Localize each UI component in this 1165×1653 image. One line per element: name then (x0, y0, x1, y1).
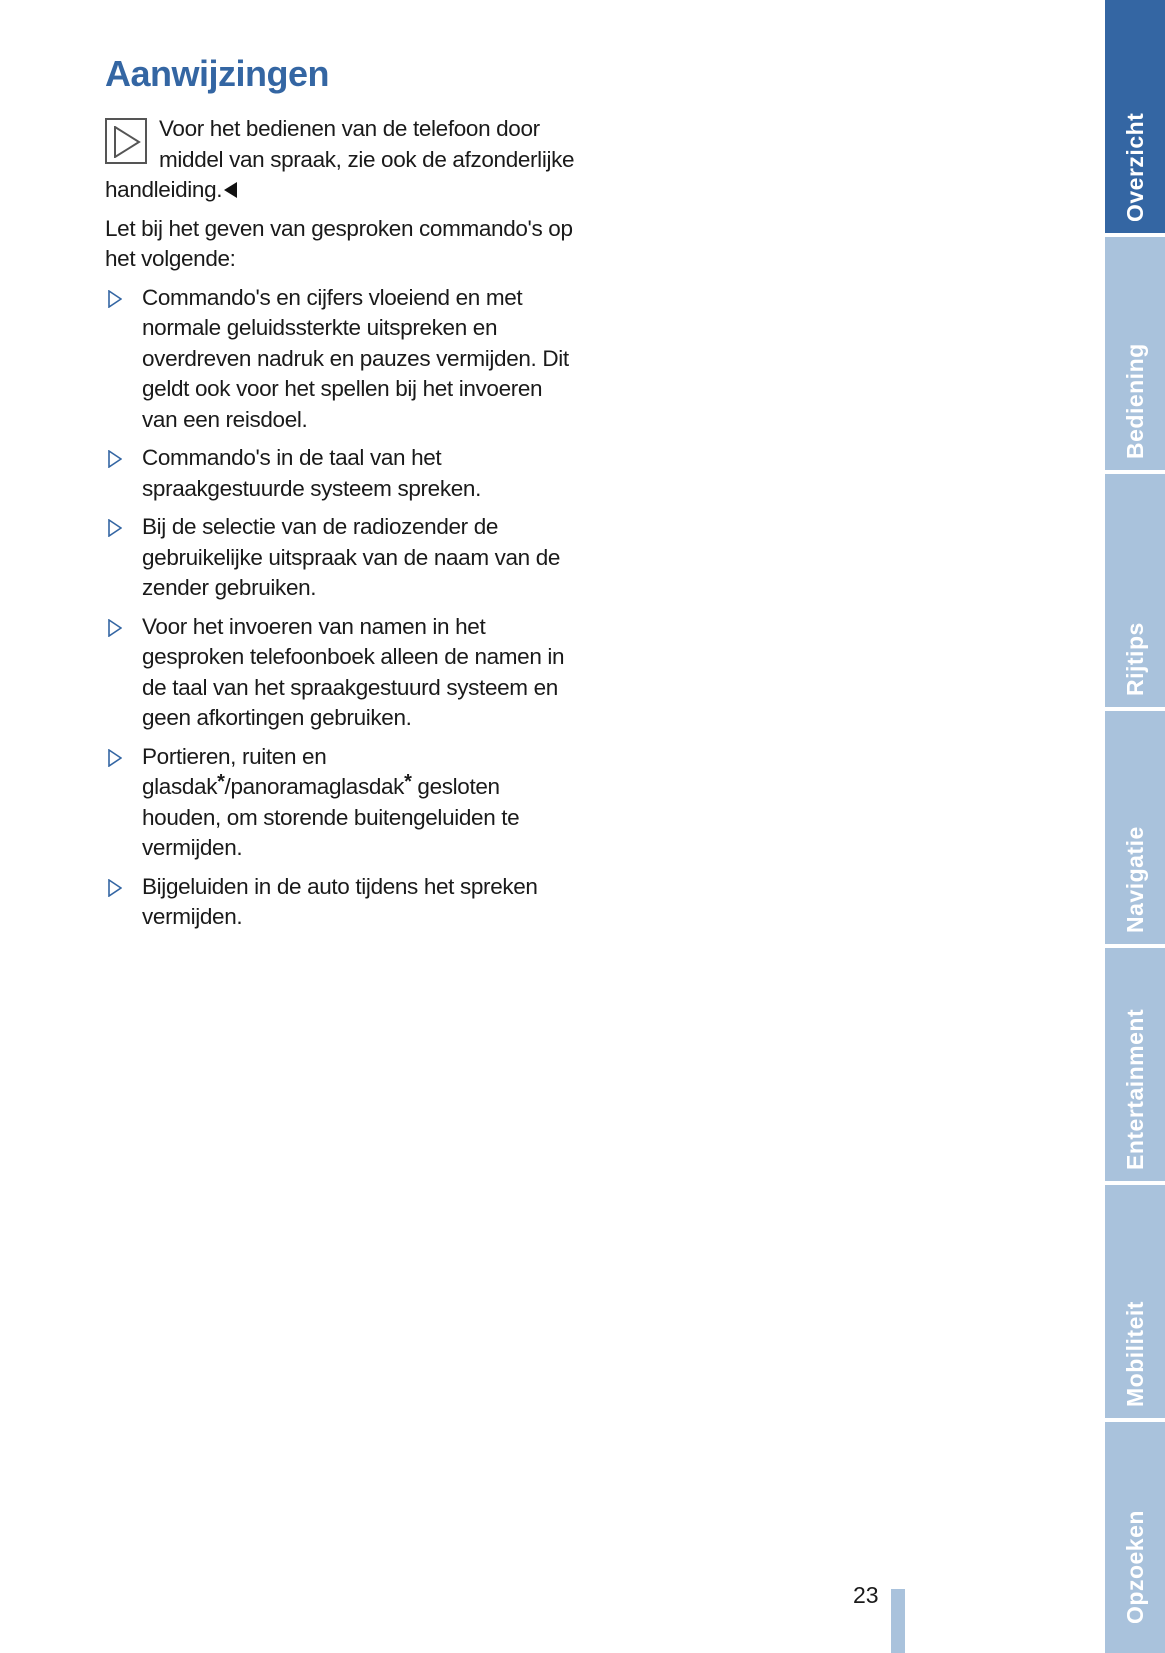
list-item (105, 443, 575, 504)
tab-overzicht[interactable] (1105, 0, 1165, 233)
list-item-text: gesloten houden, om storende buitengeluiden te vermijden. (142, 774, 520, 860)
list-item-text: Commando's en cijfers vloeiend en met normale geluidssterkte uitspreken en overdreven nadruk en pauzes vermijden. Dit geldt ook voor het spellen bij het invoeren van een reisdoel. (142, 284, 569, 432)
list-item-text: Bijgeluiden in de auto tijdens het spreken vermijden. (142, 873, 538, 929)
tab-label: Entertainment (1122, 1008, 1148, 1170)
list-item (105, 283, 575, 436)
list-item-text: Commando's in de taal van het spraakgestuurde systeem spreken. (142, 445, 481, 501)
tips-list (105, 283, 575, 933)
tab-label: Opzoeken (1122, 1510, 1148, 1624)
note-triangle-icon (105, 118, 147, 164)
tab-rijtips[interactable] (1105, 474, 1165, 707)
list-item-text: /panoramaglasdak (224, 774, 405, 799)
bullet-triangle-icon (108, 749, 122, 767)
bullet-triangle-icon (108, 450, 122, 468)
page-marker-bar (891, 1589, 905, 1653)
tab-navigatie[interactable] (1105, 711, 1165, 944)
list-item (105, 742, 575, 864)
page-title: Aanwijzingen (105, 53, 330, 94)
end-of-note-icon (224, 182, 237, 198)
optional-equipment-star: * (217, 771, 225, 793)
bullet-triangle-icon (108, 879, 122, 897)
note-text: Voor het bedienen van de telefoon door middel van spraak, zie ook de afzonderlijke handleiding. (105, 116, 575, 202)
list-item-text: Bij de selectie van de radiozender de gebruikelijke uitspraak van de naam van de zender gebruiken. (142, 514, 561, 600)
page-number: 23 (853, 1582, 879, 1608)
tab-label: Bediening (1122, 343, 1148, 459)
note-paragraph (105, 114, 575, 206)
main-content (105, 50, 575, 941)
optional-equipment-star: * (404, 771, 412, 793)
list-item-text: Portieren, ruiten en glasdak (142, 743, 327, 799)
tab-label: Overzicht (1122, 112, 1148, 222)
tab-mobiliteit[interactable] (1105, 1185, 1165, 1418)
tab-label: Mobiliteit (1122, 1301, 1148, 1407)
bullet-triangle-icon (108, 290, 122, 308)
chapter-tabs (1105, 0, 1165, 1653)
tab-label: Rijtips (1122, 622, 1148, 696)
intro-text: Let bij het geven van gesproken commando's op het volgende: (105, 215, 573, 271)
list-item (105, 612, 575, 734)
bullet-triangle-icon (108, 619, 122, 637)
list-item-text: Voor het invoeren van namen in het gesproken telefoonboek alleen de namen in de taal van het spraakgestuurd systeem en geen afkortingen gebruiken. (142, 613, 565, 730)
bullet-triangle-icon (108, 519, 122, 537)
list-item (105, 512, 575, 604)
tab-entertainment[interactable] (1105, 948, 1165, 1181)
tab-label: Navigatie (1122, 826, 1148, 933)
list-item (105, 872, 575, 933)
tab-bediening[interactable] (1105, 237, 1165, 470)
tab-opzoeken[interactable] (1105, 1422, 1165, 1653)
